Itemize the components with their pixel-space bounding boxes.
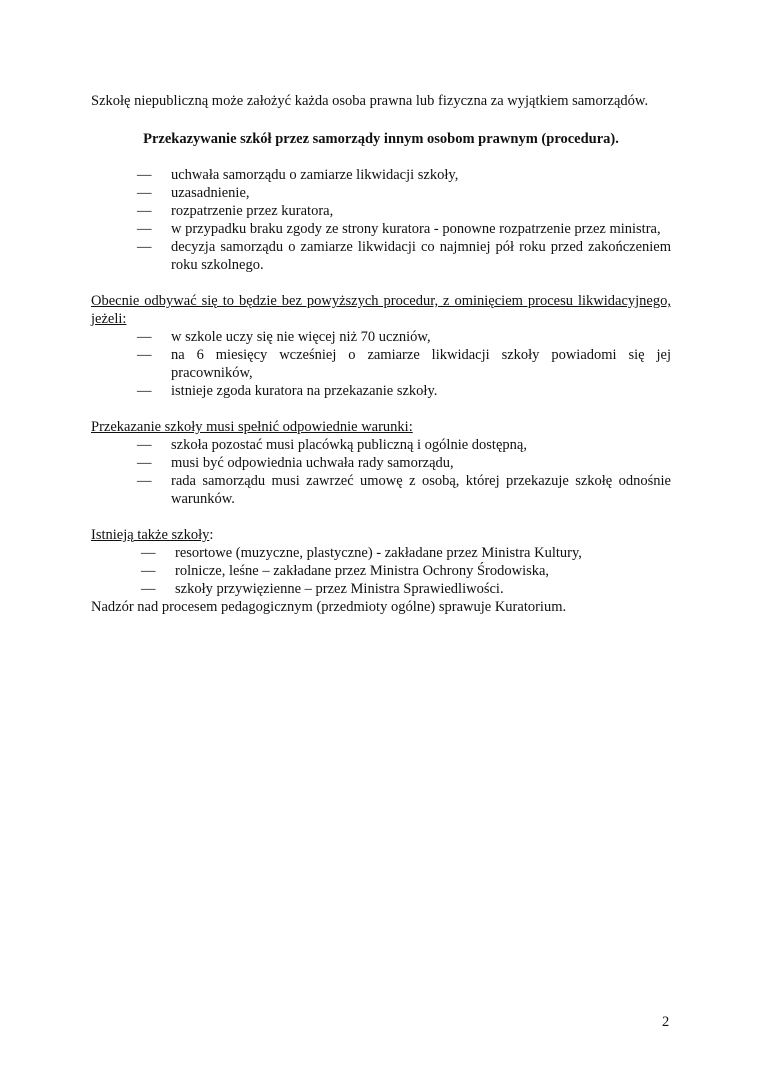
- list-item: — szkoła pozostać musi placówką publiczną i ogólnie dostępną,: [137, 437, 527, 453]
- section3-title: Przekazanie szkoły musi spełnić odpowiednie warunki:: [91, 419, 413, 435]
- dash-bullet: —: [141, 545, 156, 561]
- list-item: — uchwała samorządu o zamiarze likwidacji szkoły,: [137, 167, 459, 183]
- dash-bullet: —: [137, 473, 152, 489]
- dash-bullet: —: [137, 329, 152, 345]
- dash-bullet: —: [137, 167, 152, 183]
- list-item: — w przypadku braku zgody ze strony kuratora - ponowne rozpatrzenie przez ministra,: [137, 221, 661, 237]
- list-item: — na 6 miesięcy wcześniej o zamiarze likwidacji szkoły powiadomi się jej pracowników,: [137, 347, 671, 381]
- list-item: — uzasadnienie,: [137, 185, 250, 201]
- dash-bullet: —: [137, 185, 152, 201]
- section4-list: [91, 544, 671, 598]
- closing-paragraph: Nadzór nad procesem pedagogicznym (przedmioty ogólne) sprawuje Kuratorium.: [91, 599, 567, 615]
- dash-bullet: —: [137, 221, 152, 237]
- dash-bullet: —: [137, 239, 152, 255]
- dash-bullet: —: [141, 581, 156, 597]
- list-item: — szkoły przywięzienne – przez Ministra Sprawiedliwości.: [141, 581, 504, 597]
- list-item: — rada samorządu musi zawrzeć umowę z osobą, której przekazuje szkołę odnośnie warunków.: [137, 473, 671, 507]
- dash-bullet: —: [141, 563, 156, 579]
- dash-bullet: —: [137, 383, 152, 399]
- section3-list: [91, 436, 671, 508]
- list-item: — w szkole uczy się nie więcej niż 70 uczniów,: [137, 329, 431, 345]
- dash-bullet: —: [137, 437, 152, 453]
- list-item: — decyzja samorządu o zamiarze likwidacji co najmniej pół roku przed zakończeniem roku szkolnego.: [137, 239, 671, 273]
- list-item: — istnieje zgoda kuratora na przekazanie szkoły.: [137, 383, 438, 399]
- section2-title: Obecnie odbywać się to będzie bez powyższych procedur, z ominięciem procesu likwidacyjnego, jeżeli:: [91, 293, 671, 327]
- list-item: — rolnicze, leśne – zakładane przez Ministra Ochrony Środowiska,: [141, 563, 550, 579]
- dash-bullet: —: [137, 203, 152, 219]
- intro-paragraph: Szkołę niepubliczną może założyć każda osoba prawna lub fizyczna za wyjątkiem samorządów.: [91, 93, 649, 109]
- procedure-list: [91, 166, 671, 274]
- section2-list: [91, 328, 671, 400]
- section4-title: Istnieją także szkoły:: [91, 527, 214, 543]
- list-item: — resortowe (muzyczne, plastyczne) - zakładane przez Ministra Kultury,: [141, 545, 582, 561]
- page-number: 2: [662, 1014, 670, 1030]
- list-item: — musi być odpowiednia uchwała rady samorządu,: [137, 455, 454, 471]
- dash-bullet: —: [137, 455, 152, 471]
- document-page: [91, 92, 671, 616]
- dash-bullet: —: [137, 347, 152, 363]
- section-heading: Przekazywanie szkół przez samorządy innym osobom prawnym (procedura).: [143, 131, 619, 147]
- list-item: — rozpatrzenie przez kuratora,: [137, 203, 334, 219]
